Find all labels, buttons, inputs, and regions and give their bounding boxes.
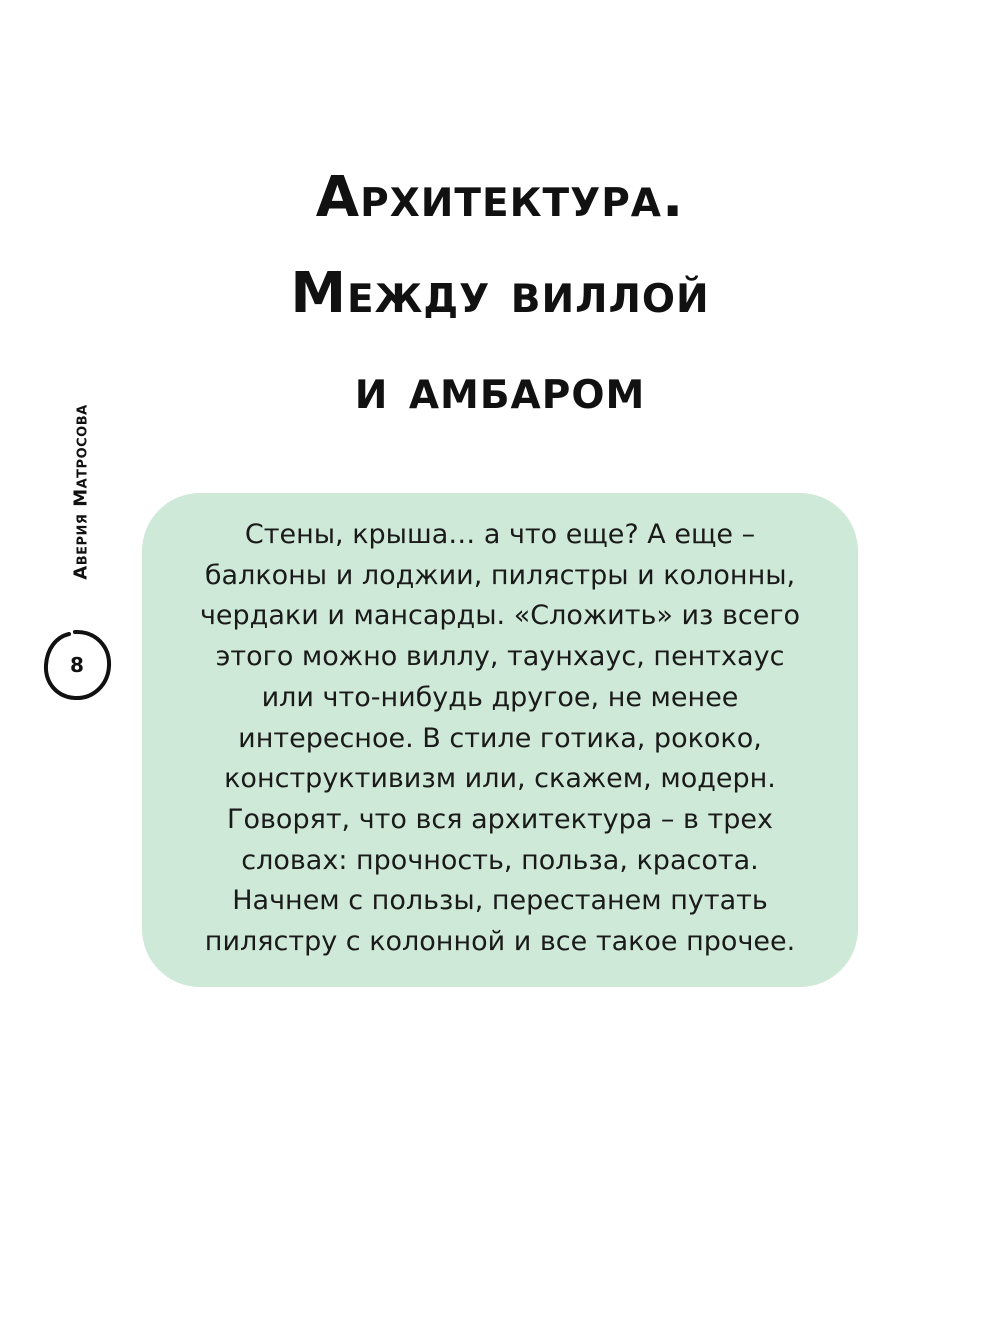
intro-line: этого можно виллу, таунхаус, пентхаус xyxy=(215,641,785,673)
intro-line: интересное. В стиле готика, рококо, xyxy=(238,722,762,754)
intro-box xyxy=(142,493,858,987)
chapter-title-line: Архитектура. xyxy=(315,165,685,230)
chapter-title-line: Между виллой xyxy=(290,261,710,326)
author-running-head xyxy=(56,362,106,622)
intro-line: Стены, крыша… а что еще? А еще – xyxy=(244,519,756,550)
intro-line: конструктивизм или, скажем, модерн. xyxy=(224,763,776,795)
chapter-title-line: и амбаром xyxy=(354,357,646,422)
intro-line: Говорят, что вся архитектура – в трех xyxy=(227,803,773,835)
intro-line: балконы и лоджии, пилястры и колонны, xyxy=(204,559,796,591)
intro-line: пилястру с колонной и все такое прочее. xyxy=(204,926,796,958)
intro-paragraph xyxy=(166,515,834,963)
page-number: 8 xyxy=(70,653,84,677)
author-name: Аверия Матросова xyxy=(70,404,92,580)
chapter-title xyxy=(0,150,1000,438)
page-number-badge xyxy=(42,627,112,703)
intro-line: словах: прочность, польза, красота. xyxy=(241,844,759,876)
intro-line: чердаки и мансарды. «Сложить» из всего xyxy=(199,600,801,632)
intro-line: Начнем с пользы, перестанем путать xyxy=(232,885,768,917)
intro-line: или что-нибудь другое, не менее xyxy=(261,681,739,713)
